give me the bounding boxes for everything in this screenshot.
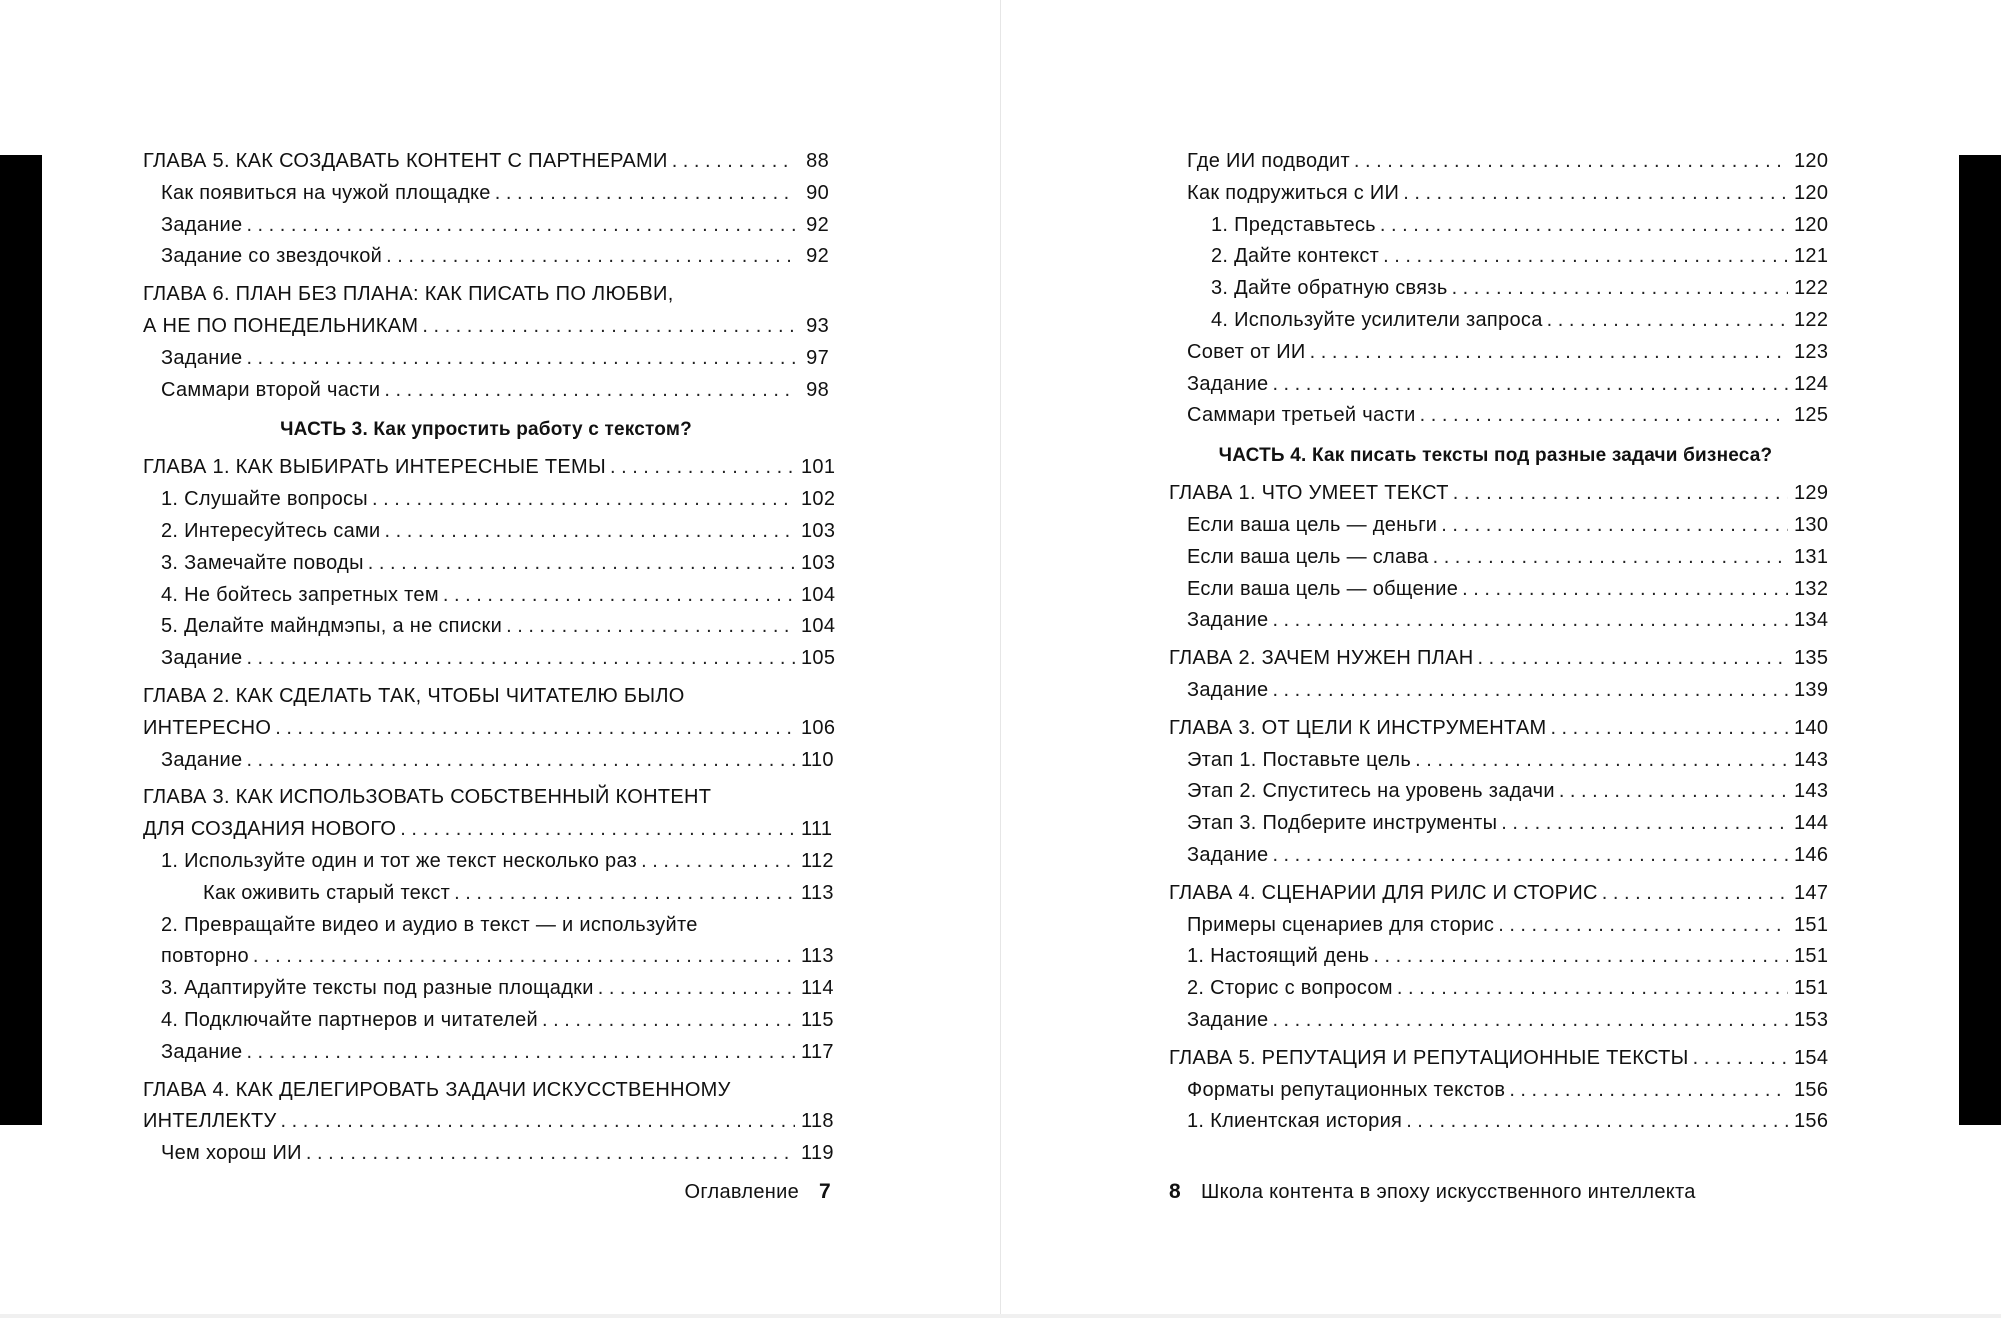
toc-page-number: 122: [1794, 308, 1829, 331]
toc-entry-line: [1187, 745, 1829, 777]
toc-page-number: 140: [1794, 716, 1829, 739]
toc-entry-title: Саммари третьей части: [1187, 404, 1416, 427]
dot-leader: [1373, 941, 1788, 973]
toc-right: [1169, 146, 1829, 1138]
toc-entry-line: [143, 146, 829, 178]
dot-leader: [246, 643, 795, 675]
toc-page-number: 121: [1794, 245, 1829, 268]
toc-entry-title: повторно: [161, 945, 249, 968]
toc-entry-line: [1169, 643, 1829, 675]
toc-entry-line: [161, 973, 834, 1005]
toc-entry[interactable]: [143, 846, 834, 878]
toc-entry-line: [1187, 337, 1829, 369]
dot-leader: [372, 484, 795, 516]
toc-entry[interactable]: [1169, 745, 1829, 777]
toc-entry-line: [161, 241, 829, 273]
toc-entry[interactable]: [1169, 1106, 1829, 1138]
dot-leader: [1310, 337, 1788, 369]
toc-entry[interactable]: [1169, 808, 1829, 840]
toc-entry[interactable]: [1169, 973, 1829, 1005]
toc-chapter-entry[interactable]: [1169, 878, 1829, 910]
toc-entry[interactable]: [143, 1138, 834, 1170]
toc-page-number: 151: [1794, 945, 1829, 968]
dot-leader: [641, 846, 795, 878]
toc-entry-line: [161, 941, 834, 973]
toc-page-number: 125: [1794, 404, 1829, 427]
toc-entry-title: А НЕ ПО ПОНЕДЕЛЬНИКАМ: [143, 314, 419, 337]
dot-leader: [610, 452, 795, 484]
toc-entry[interactable]: [1169, 273, 1829, 305]
toc-entry[interactable]: [143, 973, 834, 1005]
toc-entry-title: ИНТЕРЕСНО: [143, 716, 272, 739]
toc-entry[interactable]: [1169, 305, 1829, 337]
toc-page-number: 112: [801, 849, 834, 872]
toc-entry-title: 2. Сторис с вопросом: [1187, 977, 1393, 1000]
dot-leader: [422, 311, 795, 343]
toc-entry-title: ГЛАВА 3. ОТ ЦЕЛИ К ИНСТРУМЕНТАМ: [1169, 716, 1547, 739]
toc-entry-title: Как появиться на чужой площадке: [161, 181, 491, 204]
toc-page-number: 98: [806, 378, 829, 401]
toc-entry-title: Задание: [1187, 609, 1269, 632]
page-bottom-edge: [0, 1314, 2001, 1318]
toc-entry-title: 4. Используйте усилители запроса: [1211, 308, 1543, 331]
toc-page-number: 120: [1794, 150, 1829, 172]
toc-entry[interactable]: [143, 580, 836, 612]
toc-page-number: 92: [806, 213, 829, 236]
toc-entry[interactable]: [1169, 941, 1829, 973]
toc-entry[interactable]: [143, 178, 829, 210]
toc-entry[interactable]: [1169, 369, 1829, 401]
toc-entry-line: [143, 1106, 834, 1138]
toc-entry-line: [1187, 369, 1829, 401]
dot-leader: [1453, 478, 1788, 510]
toc-entry[interactable]: [1169, 400, 1829, 432]
page-number: 8: [1169, 1180, 1181, 1203]
toc-page-number: 92: [806, 245, 829, 268]
dot-leader: [246, 343, 795, 375]
dot-leader: [400, 814, 795, 846]
toc-page-number: 114: [801, 977, 834, 1000]
toc-entry-title: Как подружиться с ИИ: [1187, 181, 1400, 204]
dot-leader: [1272, 840, 1788, 872]
toc-entry-title: ДЛЯ СОЗДАНИЯ НОВОГО: [143, 818, 397, 841]
toc-entry-title: 1. Используйте один и тот же текст несколько раз: [161, 849, 638, 872]
toc-chapter-entry[interactable]: [143, 452, 836, 484]
toc-page-number: 124: [1794, 372, 1829, 395]
toc-page-number: 111: [801, 818, 833, 841]
dot-leader: [1547, 305, 1788, 337]
dot-leader: [672, 146, 795, 178]
toc-entry-title-line: ГЛАВА 2. КАК СДЕЛАТЬ ТАК, ЧТОБЫ ЧИТАТЕЛЮ БЫЛО: [143, 684, 685, 707]
toc-entry-line: [1187, 1106, 1829, 1138]
running-footer-left: [685, 1180, 832, 1204]
toc-entry-title: Если ваша цель — слава: [1187, 545, 1429, 568]
toc-entry[interactable]: [1169, 542, 1829, 574]
toc-entry[interactable]: [143, 745, 834, 777]
toc-entry-line: [1211, 305, 1829, 337]
dot-leader: [1452, 273, 1788, 305]
toc-entry-title: Задание: [1187, 678, 1269, 701]
toc-entry[interactable]: [1169, 1005, 1829, 1037]
dot-leader: [1272, 1005, 1788, 1037]
toc-entry-title: 4. Не бойтесь запретных тем: [161, 583, 439, 606]
dot-leader: [306, 1138, 795, 1170]
toc-entry-title: Чем хорош ИИ: [161, 1142, 302, 1165]
toc-entry-line: [1169, 478, 1829, 510]
toc-entry[interactable]: [143, 611, 836, 643]
toc-entry[interactable]: [143, 484, 836, 516]
dot-leader: [443, 580, 795, 612]
dot-leader: [1550, 713, 1788, 745]
dot-leader: [385, 516, 795, 548]
toc-left: [143, 146, 836, 1170]
toc-entry-title: Задание: [161, 213, 243, 236]
toc-entry-title: 1. Представьтесь: [1211, 213, 1376, 236]
toc-page-number: 88: [806, 150, 829, 172]
thumb-index-tab-left: [0, 155, 42, 1125]
toc-entry-line: [143, 452, 836, 484]
left-page: [0, 0, 1000, 1318]
dot-leader: [1397, 973, 1788, 1005]
dot-leader: [1403, 178, 1788, 210]
toc-entry[interactable]: [1169, 146, 1829, 178]
toc-page-number: 131: [1794, 545, 1829, 568]
toc-entry[interactable]: [1169, 910, 1829, 942]
toc-chapter-entry[interactable]: [143, 1075, 834, 1139]
toc-page-number: 139: [1794, 678, 1829, 701]
toc-entry-title: 2. Дайте контекст: [1211, 245, 1380, 268]
dot-leader: [454, 878, 795, 910]
toc-page-number: 102: [801, 488, 836, 511]
toc-entry-line: [161, 643, 836, 675]
toc-entry-line: [1187, 510, 1829, 542]
toc-entry-line: [1187, 808, 1829, 840]
toc-entry-line: [1211, 241, 1829, 273]
toc-page-number: 144: [1794, 812, 1829, 835]
toc-entry[interactable]: [1169, 675, 1829, 707]
dot-leader: [598, 973, 795, 1005]
toc-page-number: 90: [806, 181, 829, 204]
part-heading: ЧАСТЬ 4. Как писать тексты под разные задачи бизнеса?: [1218, 445, 1773, 467]
toc-entry-title-line: ГЛАВА 3. КАК ИСПОЛЬЗОВАТЬ СОБСТВЕННЫЙ КОНТЕНТ: [143, 786, 712, 809]
toc-entry-title: Этап 2. Спуститесь на уровень задачи: [1187, 780, 1555, 803]
dot-leader: [368, 548, 795, 580]
dot-leader: [1272, 605, 1788, 637]
dot-leader: [1602, 878, 1788, 910]
toc-entry-title: 1. Настоящий день: [1187, 945, 1370, 968]
toc-page-number: 134: [1794, 609, 1829, 632]
toc-entry-line: [143, 311, 829, 343]
toc-entry-title: Саммари второй части: [161, 378, 381, 401]
toc-entry-line: [1187, 542, 1829, 574]
toc-entry-line: [161, 343, 829, 375]
dot-leader: [1420, 400, 1788, 432]
toc-entry[interactable]: [1169, 337, 1829, 369]
toc-page-number: 151: [1794, 977, 1829, 1000]
toc-entry-title: 5. Делайте майндмэпы, а не списки: [161, 615, 503, 638]
toc-entry[interactable]: [143, 1037, 834, 1069]
dot-leader: [1433, 542, 1788, 574]
dot-leader: [1462, 574, 1788, 606]
toc-page-number: 101: [801, 456, 836, 479]
toc-chapter-entry[interactable]: [143, 681, 836, 745]
toc-entry-line: [161, 1138, 834, 1170]
toc-page-number: 118: [801, 1110, 834, 1133]
part-heading: ЧАСТЬ 3. Как упростить работу с текстом?: [280, 419, 692, 441]
dot-leader: [495, 178, 795, 210]
toc-entry-title-line: ГЛАВА 4. КАК ДЕЛЕГИРОВАТЬ ЗАДАЧИ ИСКУССТВЕННОМУ: [143, 1078, 731, 1101]
toc-entry-line: [1169, 713, 1829, 745]
toc-page-number: 143: [1794, 780, 1829, 803]
toc-entry-line: [1187, 400, 1829, 432]
dot-leader: [253, 941, 795, 973]
toc-entry-title: 2. Интересуйтесь сами: [161, 519, 381, 542]
toc-entry-line: [161, 484, 836, 516]
toc-page-number: 113: [801, 945, 834, 968]
toc-chapter-entry[interactable]: [1169, 478, 1829, 510]
toc-entry-line: [161, 611, 836, 643]
toc-page-number: 146: [1794, 843, 1829, 866]
toc-entry[interactable]: [143, 375, 829, 407]
toc-chapter-entry[interactable]: [143, 782, 833, 846]
dot-leader: [1498, 910, 1788, 942]
toc-entry-line: [1169, 878, 1829, 910]
toc-page-number: 154: [1794, 1046, 1829, 1069]
toc-entry[interactable]: [143, 343, 829, 375]
toc-page-number: 115: [801, 1008, 834, 1031]
toc-page-number: 156: [1794, 1078, 1829, 1101]
toc-entry-title: Если ваша цель — деньги: [1187, 513, 1438, 536]
toc-entry-title: Задание: [161, 1040, 243, 1063]
toc-page-number: 110: [801, 748, 834, 771]
toc-page-number: 120: [1794, 181, 1829, 204]
dot-leader: [281, 1106, 795, 1138]
toc-page-number: 105: [801, 647, 836, 670]
toc-chapter-entry[interactable]: [1169, 643, 1829, 675]
toc-entry[interactable]: [1169, 178, 1829, 210]
toc-entry-title: Этап 1. Поставьте цель: [1187, 748, 1412, 771]
toc-page-number: 135: [1794, 647, 1829, 670]
toc-entry-title: 1. Клиентская история: [1187, 1110, 1403, 1133]
toc-entry-title: 1. Слушайте вопросы: [161, 488, 368, 511]
dot-leader: [1272, 675, 1788, 707]
dot-leader: [542, 1005, 795, 1037]
toc-page-number: 104: [801, 615, 836, 638]
toc-page-number: 104: [801, 583, 836, 606]
toc-entry[interactable]: [143, 548, 836, 580]
toc-page-number: 113: [801, 881, 834, 904]
toc-entry-line: [161, 1005, 834, 1037]
toc-page-number: 93: [806, 314, 829, 337]
toc-entry-title: Где ИИ подводит: [1187, 150, 1350, 172]
running-title: Оглавление: [684, 1181, 800, 1203]
toc-entry-line: [161, 210, 829, 242]
toc-page-number: 151: [1794, 913, 1829, 936]
toc-page-number: 106: [801, 716, 836, 739]
toc-entry-line: [1187, 675, 1829, 707]
toc-entry-title: 3. Адаптируйте тексты под разные площадки: [161, 977, 594, 1000]
toc-entry[interactable]: [143, 516, 836, 548]
toc-entry[interactable]: [143, 643, 836, 675]
running-footer-right: [1169, 1180, 1696, 1204]
toc-entry[interactable]: [1169, 510, 1829, 542]
toc-entry[interactable]: [143, 910, 834, 974]
dot-leader: [246, 745, 795, 777]
toc-entry-title-line: 2. Превращайте видео и аудио в текст — и используйте: [161, 913, 698, 936]
toc-entry-title: Задание: [1187, 372, 1269, 395]
dot-leader: [1509, 1075, 1788, 1107]
toc-chapter-entry[interactable]: [143, 146, 829, 178]
toc-entry-line: [161, 548, 836, 580]
toc-entry-title: Совет от ИИ: [1187, 340, 1306, 363]
page-number: 7: [819, 1180, 831, 1203]
toc-entry[interactable]: [1169, 210, 1829, 242]
toc-entry-title: Как оживить старый текст: [203, 881, 451, 904]
toc-chapter-entry[interactable]: [1169, 1043, 1829, 1075]
toc-page-number: 117: [801, 1040, 834, 1063]
dot-leader: [1383, 241, 1788, 273]
dot-leader: [506, 611, 795, 643]
toc-entry-line: [1187, 1005, 1829, 1037]
toc-entry-title: ИНТЕЛЛЕКТУ: [143, 1110, 277, 1133]
dot-leader: [1693, 1043, 1788, 1075]
dot-leader: [1272, 369, 1788, 401]
toc-entry-line: [161, 516, 836, 548]
dot-leader: [1559, 776, 1788, 808]
toc-page-number: 132: [1794, 577, 1829, 600]
dot-leader: [1415, 745, 1788, 777]
dot-leader: [1406, 1106, 1788, 1138]
toc-entry-title: Задание со звездочкой: [161, 245, 383, 268]
dot-leader: [384, 375, 795, 407]
toc-page-number: 103: [801, 519, 836, 542]
toc-entry-title: ГЛАВА 5. РЕПУТАЦИЯ И РЕПУТАЦИОННЫЕ ТЕКСТЫ: [1169, 1046, 1689, 1069]
toc-entry-line: [1187, 776, 1829, 808]
right-page: [1001, 0, 2001, 1318]
toc-entry-title: ГЛАВА 1. КАК ВЫБИРАТЬ ИНТЕРЕСНЫЕ ТЕМЫ: [143, 456, 606, 479]
running-title: Школа контента в эпоху искусственного интеллекта: [1200, 1181, 1696, 1203]
toc-entry-title: ГЛАВА 5. КАК СОЗДАВАТЬ КОНТЕНТ С ПАРТНЕРАМИ: [143, 150, 668, 172]
toc-page-number: 147: [1794, 881, 1829, 904]
thumb-index-tab-right: [1959, 155, 2001, 1125]
toc-entry-line: [1187, 840, 1829, 872]
toc-entry-title: Задание: [1187, 843, 1269, 866]
toc-entry-title: 4. Подключайте партнеров и читателей: [161, 1008, 538, 1031]
toc-entry-title: Этап 3. Подберите инструменты: [1187, 812, 1498, 835]
toc-entry-title: ГЛАВА 1. ЧТО УМЕЕТ ТЕКСТ: [1169, 482, 1449, 505]
toc-entry-title: 3. Замечайте поводы: [161, 551, 364, 574]
toc-entry-title-line: ГЛАВА 6. ПЛАН БЕЗ ПЛАНА: КАК ПИСАТЬ ПО ЛЮБВИ,: [143, 283, 674, 306]
toc-entry[interactable]: [143, 1005, 834, 1037]
toc-page-number: 153: [1794, 1008, 1829, 1031]
toc-entry-line: [203, 878, 834, 910]
dot-leader: [1501, 808, 1788, 840]
toc-entry-title: Задание: [161, 346, 243, 369]
toc-entry-line: [1169, 1043, 1829, 1075]
toc-entry-line: [1211, 273, 1829, 305]
toc-entry-line: [143, 814, 833, 846]
toc-entry-line: [161, 375, 829, 407]
toc-page-number: 120: [1794, 213, 1829, 236]
toc-chapter-entry[interactable]: [1169, 713, 1829, 745]
toc-entry[interactable]: [1169, 241, 1829, 273]
toc-entry[interactable]: [1169, 840, 1829, 872]
toc-entry-line: [1187, 973, 1829, 1005]
dot-leader: [1441, 510, 1788, 542]
toc-entry[interactable]: [143, 878, 834, 910]
dot-leader: [1477, 643, 1788, 675]
toc-page-number: 123: [1794, 340, 1829, 363]
toc-entry-line: [1187, 605, 1829, 637]
toc-entry-line: [161, 846, 834, 878]
dot-leader: [275, 713, 795, 745]
toc-entry-line: [1211, 210, 1829, 242]
toc-entry-title: 3. Дайте обратную связь: [1211, 277, 1448, 300]
dot-leader: [246, 210, 795, 242]
toc-entry[interactable]: [1169, 776, 1829, 808]
toc-entry-line: [1187, 910, 1829, 942]
toc-entry-line: [1187, 1075, 1829, 1107]
toc-entry-line: [161, 1037, 834, 1069]
toc-entry-line: [143, 713, 836, 745]
dot-leader: [1354, 146, 1788, 178]
toc-page-number: 122: [1794, 277, 1829, 300]
toc-entry-line: [1187, 178, 1829, 210]
toc-entry-line: [1187, 941, 1829, 973]
toc-page-number: 156: [1794, 1110, 1829, 1133]
toc-page-number: 119: [801, 1142, 834, 1165]
toc-entry[interactable]: [1169, 1075, 1829, 1107]
toc-entry-title: ГЛАВА 4. СЦЕНАРИИ ДЛЯ РИЛС И СТОРИС: [1169, 881, 1598, 904]
toc-entry[interactable]: [1169, 605, 1829, 637]
toc-entry-title: ГЛАВА 2. ЗАЧЕМ НУЖЕН ПЛАН: [1169, 647, 1474, 670]
toc-page-number: 143: [1794, 748, 1829, 771]
toc-page-number: 129: [1794, 482, 1829, 505]
toc-entry-line: [1187, 146, 1829, 178]
toc-entry-line: [161, 178, 829, 210]
toc-entry-title: Если ваша цель — общение: [1187, 577, 1459, 600]
dot-leader: [386, 241, 795, 273]
toc-entry-line: [161, 745, 834, 777]
toc-entry-title: Задание: [161, 647, 243, 670]
toc-entry-title: Форматы репутационных текстов: [1187, 1078, 1506, 1101]
toc-page-number: 97: [806, 346, 829, 369]
toc-page-number: 103: [801, 551, 836, 574]
toc-page-number: 130: [1794, 513, 1829, 536]
toc-chapter-entry[interactable]: [143, 279, 829, 343]
toc-entry-title: Задание: [1187, 1008, 1269, 1031]
toc-entry-title: Примеры сценариев для сторис: [1187, 913, 1495, 936]
dot-leader: [246, 1037, 795, 1069]
toc-entry-line: [1187, 574, 1829, 606]
toc-entry-title: Задание: [161, 748, 243, 771]
toc-entry-line: [161, 580, 836, 612]
dot-leader: [1380, 210, 1788, 242]
toc-entry[interactable]: [1169, 574, 1829, 606]
toc-entry[interactable]: [143, 241, 829, 273]
toc-entry[interactable]: [143, 210, 829, 242]
